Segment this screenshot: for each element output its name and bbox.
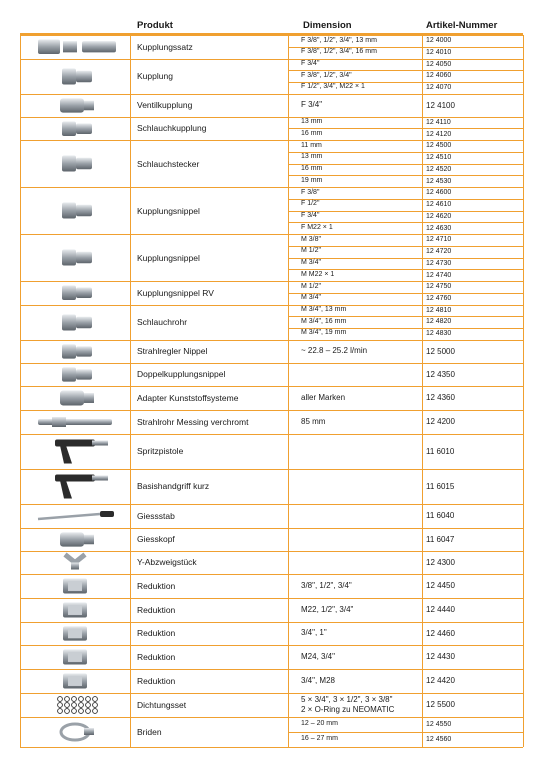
column-divider xyxy=(422,622,423,645)
column-divider xyxy=(523,187,524,234)
dimension-value: aller Marken xyxy=(301,392,346,402)
column-divider xyxy=(130,528,131,551)
product-name: Reduktion xyxy=(137,604,176,615)
dimension-value: 85 mm xyxy=(301,416,326,426)
column-divider xyxy=(523,340,524,363)
column-divider xyxy=(130,363,131,386)
article-number: 12 4600 xyxy=(426,189,452,197)
dimension-value: M 3/4", 16 mm xyxy=(301,317,347,325)
column-divider xyxy=(130,410,131,434)
product-name: Kupplungssatz xyxy=(137,41,193,52)
product-name: Strahlregler Nippel xyxy=(137,346,208,356)
article-number: 12 4620 xyxy=(426,212,452,220)
column-divider xyxy=(288,386,289,410)
column-divider xyxy=(130,645,131,669)
column-divider xyxy=(523,551,524,574)
product-name: Adapter Kunststoffsysteme xyxy=(137,392,239,403)
dimension-value: M 3/8" xyxy=(301,235,321,243)
article-number: 12 4720 xyxy=(426,248,452,256)
column-divider xyxy=(130,117,131,141)
article-number: 12 4010 xyxy=(426,49,452,57)
product-name: Kupplungsnippel xyxy=(137,252,200,263)
column-divider xyxy=(523,35,524,59)
article-number: 12 4530 xyxy=(426,177,452,185)
column-divider xyxy=(20,669,21,693)
article-number: 12 4550 xyxy=(426,720,452,728)
column-divider xyxy=(288,622,289,645)
article-number: 12 4460 xyxy=(426,628,455,638)
row-divider xyxy=(288,152,523,153)
column-divider xyxy=(20,305,21,340)
column-divider xyxy=(20,140,21,187)
column-divider xyxy=(288,59,289,94)
article-number: 12 4440 xyxy=(426,605,455,614)
column-divider xyxy=(523,574,524,598)
column-divider xyxy=(130,622,131,645)
article-number: 12 4760 xyxy=(426,295,452,303)
column-divider xyxy=(20,94,21,117)
article-number: 12 4610 xyxy=(426,201,452,209)
dimension-value: F 3/4" xyxy=(301,212,320,220)
product-name: Giesskopf xyxy=(137,534,175,544)
spray-gun-icon xyxy=(20,434,130,469)
column-divider xyxy=(288,598,289,622)
row-divider xyxy=(288,293,523,294)
product-name: Y-Abzweigstück xyxy=(137,557,197,567)
column-divider xyxy=(523,693,524,717)
product-name: Reduktion xyxy=(137,580,176,591)
column-divider xyxy=(422,35,423,59)
column-divider xyxy=(20,717,21,747)
short-handle-icon xyxy=(20,469,130,504)
article-number: 12 4070 xyxy=(426,84,452,92)
product-name: Kupplung xyxy=(137,71,173,81)
dimension-value: 16 mm xyxy=(301,165,323,173)
dimension-value: M 3/4" xyxy=(301,294,321,302)
reducer-icon xyxy=(20,669,130,693)
article-number: 12 4750 xyxy=(426,283,452,291)
article-number: 12 4500 xyxy=(426,142,452,150)
dimension-value: 3/4", M28 xyxy=(301,675,335,685)
column-divider xyxy=(130,551,131,574)
column-divider xyxy=(523,94,524,117)
product-name: Spritzpistole xyxy=(137,446,184,456)
header-article-number: Artikel-Nummer xyxy=(426,20,498,31)
column-divider xyxy=(20,598,21,622)
article-number: 12 4060 xyxy=(426,72,452,80)
column-divider xyxy=(130,140,131,187)
column-divider xyxy=(422,234,423,281)
product-name: Schlauchrohr xyxy=(137,317,188,327)
product-name: Reduktion xyxy=(137,628,176,638)
column-divider xyxy=(130,598,131,622)
seal-set-icon xyxy=(20,693,130,717)
dimension-value: 13 mm xyxy=(301,153,323,161)
column-divider xyxy=(523,305,524,340)
column-divider xyxy=(288,94,289,117)
dimension-value: 12 – 20 mm xyxy=(301,719,338,727)
column-divider xyxy=(130,305,131,340)
article-number: 12 4730 xyxy=(426,259,452,267)
column-divider xyxy=(20,504,21,528)
dimension-value: F 3/8", 1/2", 3/4", 16 mm xyxy=(301,48,377,56)
article-number: 12 5500 xyxy=(426,700,455,709)
column-divider xyxy=(130,94,131,117)
dimension-value: M 3/4", 19 mm xyxy=(301,329,347,337)
article-number: 12 5000 xyxy=(426,346,455,356)
column-divider xyxy=(130,574,131,598)
dimension-value: M24, 3/4" xyxy=(301,651,335,661)
column-divider xyxy=(422,574,423,598)
article-number: 12 4350 xyxy=(426,369,455,379)
article-number: 12 4420 xyxy=(426,676,455,685)
column-divider xyxy=(422,645,423,669)
column-divider xyxy=(20,622,21,645)
article-number: 12 4630 xyxy=(426,224,452,232)
column-divider xyxy=(288,117,289,141)
article-number: 12 4430 xyxy=(426,652,455,661)
column-divider xyxy=(130,693,131,717)
product-name: Dichtungsset xyxy=(137,699,187,710)
column-divider xyxy=(422,281,423,305)
article-number: 12 4740 xyxy=(426,271,452,279)
column-divider xyxy=(523,645,524,669)
row-divider xyxy=(288,164,523,165)
column-divider xyxy=(130,434,131,469)
row-divider xyxy=(288,199,523,200)
column-divider xyxy=(422,669,423,693)
dimension-value: 16 – 27 mm xyxy=(301,734,338,742)
column-divider xyxy=(288,281,289,305)
column-divider xyxy=(130,59,131,94)
column-divider xyxy=(523,59,524,94)
dimension-value: 3/4", 1" xyxy=(301,628,327,638)
product-name: Ventilkupplung xyxy=(137,100,193,110)
row-divider xyxy=(288,246,523,247)
column-divider xyxy=(422,59,423,94)
article-number: 12 4820 xyxy=(426,318,452,326)
column-divider xyxy=(130,504,131,528)
column-divider xyxy=(288,305,289,340)
product-name: Reduktion xyxy=(137,675,176,686)
column-divider xyxy=(422,187,423,234)
column-divider xyxy=(422,140,423,187)
column-divider xyxy=(130,234,131,281)
column-divider xyxy=(523,281,524,305)
column-divider xyxy=(523,410,524,434)
dimension-value: 5 × 3/4", 3 × 1/2", 3 × 3/8" 2 × O-Ring zu NEOMATIC xyxy=(301,694,395,714)
column-divider xyxy=(20,59,21,94)
article-number: 11 6015 xyxy=(426,481,455,491)
column-divider xyxy=(20,551,21,574)
article-number: 12 4560 xyxy=(426,735,452,743)
coupling-nipple-rv-icon xyxy=(20,281,130,305)
product-name: Briden xyxy=(137,726,162,737)
product-name: Reduktion xyxy=(137,651,176,662)
dimension-value: 19 mm xyxy=(301,176,323,184)
column-divider xyxy=(523,234,524,281)
column-divider xyxy=(288,669,289,693)
dimension-value: M 3/4" xyxy=(301,259,321,267)
article-number: 12 4810 xyxy=(426,306,452,314)
brass-jet-pipe-icon xyxy=(20,410,130,434)
dimension-value: M22, 1/2", 3/4" xyxy=(301,604,354,614)
dimension-value: 11 mm xyxy=(301,141,322,149)
y-branch-icon xyxy=(20,551,130,574)
column-divider xyxy=(288,717,289,747)
header-product: Produkt xyxy=(137,20,173,31)
column-divider xyxy=(20,187,21,234)
product-name: Schlauchkupplung xyxy=(137,123,207,134)
article-number: 12 4710 xyxy=(426,236,452,244)
column-divider xyxy=(523,117,524,141)
reducer-icon xyxy=(20,622,130,645)
dimension-value: M 1/2" xyxy=(301,247,321,255)
column-divider xyxy=(422,363,423,386)
product-name: Schlauchstecker xyxy=(137,158,200,169)
dimension-value: 13 mm xyxy=(301,118,323,126)
dimension-value: M 1/2" xyxy=(301,282,321,290)
column-divider xyxy=(422,340,423,363)
column-divider xyxy=(288,693,289,717)
column-divider xyxy=(20,281,21,305)
dimension-value: F 3/4" xyxy=(301,60,320,68)
dimension-value: 16 mm xyxy=(301,129,323,137)
double-coupling-nipple-icon xyxy=(20,363,130,386)
column-divider xyxy=(288,410,289,434)
valve-coupling-icon xyxy=(20,94,130,117)
column-divider xyxy=(20,35,21,59)
column-divider xyxy=(288,35,289,59)
column-divider xyxy=(422,528,423,551)
column-divider xyxy=(288,340,289,363)
column-divider xyxy=(523,386,524,410)
column-divider xyxy=(130,281,131,305)
dimension-value: M 3/4", 13 mm xyxy=(301,306,347,314)
column-divider xyxy=(130,35,131,59)
column-divider xyxy=(288,187,289,234)
column-divider xyxy=(288,528,289,551)
column-divider xyxy=(20,693,21,717)
coupling-nipple-f-icon xyxy=(20,187,130,234)
reducer-icon xyxy=(20,598,130,622)
column-divider xyxy=(20,574,21,598)
article-number: 12 4120 xyxy=(426,130,452,138)
article-number: 12 4200 xyxy=(426,417,455,426)
dimension-value: F 1/2" xyxy=(301,200,320,208)
coupling-set-icon xyxy=(20,35,130,59)
article-number: 12 4360 xyxy=(426,393,455,402)
product-name: Strahlrohr Messing verchromt xyxy=(137,416,249,427)
coupling-nipple-m-icon xyxy=(20,234,130,281)
row-divider xyxy=(20,747,523,748)
column-divider xyxy=(422,598,423,622)
column-divider xyxy=(523,528,524,551)
dimension-value: F 3/8", 1/2", 3/4", 13 mm xyxy=(301,36,377,44)
article-number: 12 4450 xyxy=(426,581,455,590)
column-divider xyxy=(523,434,524,469)
reducer-icon xyxy=(20,645,130,669)
article-number: 11 6040 xyxy=(426,511,455,520)
jet-regulator-nipple-icon xyxy=(20,340,130,363)
column-divider xyxy=(523,598,524,622)
watering-wand-icon xyxy=(20,504,130,528)
dimension-value: 3/8", 1/2", 3/4" xyxy=(301,580,352,590)
dimension-value: M M22 × 1 xyxy=(301,270,335,278)
row-divider xyxy=(288,175,523,176)
column-divider xyxy=(130,717,131,747)
column-divider xyxy=(288,551,289,574)
column-divider xyxy=(130,469,131,504)
article-number: 11 6047 xyxy=(426,534,455,544)
column-divider xyxy=(422,504,423,528)
watering-head-icon xyxy=(20,528,130,551)
column-divider xyxy=(130,669,131,693)
article-number: 12 4510 xyxy=(426,154,452,162)
column-divider xyxy=(288,363,289,386)
column-divider xyxy=(20,528,21,551)
product-name: Doppelkupplungsnippel xyxy=(137,369,226,379)
column-divider xyxy=(422,434,423,469)
reducer-icon xyxy=(20,574,130,598)
article-number: 12 4830 xyxy=(426,330,452,338)
column-divider xyxy=(523,140,524,187)
product-name: Kupplungsnippel xyxy=(137,205,200,216)
dimension-value: F 3/4" xyxy=(301,100,323,110)
dimension-value: F 3/8", 1/2", 3/4" xyxy=(301,71,352,79)
column-divider xyxy=(523,504,524,528)
column-divider xyxy=(422,469,423,504)
coupling-icon xyxy=(20,59,130,94)
column-divider xyxy=(422,305,423,340)
column-divider xyxy=(20,340,21,363)
column-divider xyxy=(288,469,289,504)
column-divider xyxy=(20,410,21,434)
article-number: 12 4050 xyxy=(426,60,452,68)
column-divider xyxy=(20,363,21,386)
hose-coupling-icon xyxy=(20,117,130,141)
column-divider xyxy=(130,187,131,234)
product-name: Giessstab xyxy=(137,510,175,521)
hose-connector-icon xyxy=(20,140,130,187)
column-divider xyxy=(422,551,423,574)
dimension-value: F M22 × 1 xyxy=(301,223,333,231)
column-divider xyxy=(523,363,524,386)
product-name: Basishandgriff kurz xyxy=(137,481,210,491)
column-divider xyxy=(523,469,524,504)
header-dimension: Dimension xyxy=(303,20,352,31)
column-divider xyxy=(288,645,289,669)
column-divider xyxy=(422,410,423,434)
article-number: 12 4100 xyxy=(426,100,455,110)
column-divider xyxy=(288,234,289,281)
row-divider xyxy=(288,128,523,129)
column-divider xyxy=(523,622,524,645)
column-divider xyxy=(422,94,423,117)
column-divider xyxy=(20,117,21,141)
column-divider xyxy=(523,669,524,693)
column-divider xyxy=(422,717,423,747)
dimension-value: F 1/2", 3/4", M22 × 1 xyxy=(301,83,365,91)
column-divider xyxy=(288,140,289,187)
hose-tube-icon xyxy=(20,305,130,340)
column-divider xyxy=(20,645,21,669)
plastic-adapter-icon xyxy=(20,386,130,410)
column-divider xyxy=(288,574,289,598)
article-number: 12 4300 xyxy=(426,557,455,567)
column-divider xyxy=(523,717,524,747)
product-name: Kupplungsnippel RV xyxy=(137,287,214,298)
column-divider xyxy=(422,117,423,141)
row-divider xyxy=(288,211,523,212)
article-number: 12 4110 xyxy=(426,118,451,126)
article-number: 12 4520 xyxy=(426,165,452,173)
column-divider xyxy=(422,693,423,717)
dimension-value: ~ 22.8 – 25.2 l/min xyxy=(301,346,368,356)
column-divider xyxy=(130,340,131,363)
column-divider xyxy=(20,234,21,281)
column-divider xyxy=(20,434,21,469)
column-divider xyxy=(130,386,131,410)
article-number: 11 6010 xyxy=(426,446,455,456)
row-divider xyxy=(288,258,523,259)
column-divider xyxy=(288,434,289,469)
article-number: 12 4000 xyxy=(426,37,452,45)
column-divider xyxy=(288,504,289,528)
column-divider xyxy=(20,469,21,504)
column-divider xyxy=(422,386,423,410)
column-divider xyxy=(20,386,21,410)
hose-clamp-icon xyxy=(20,717,130,747)
dimension-value: F 3/8" xyxy=(301,188,320,196)
